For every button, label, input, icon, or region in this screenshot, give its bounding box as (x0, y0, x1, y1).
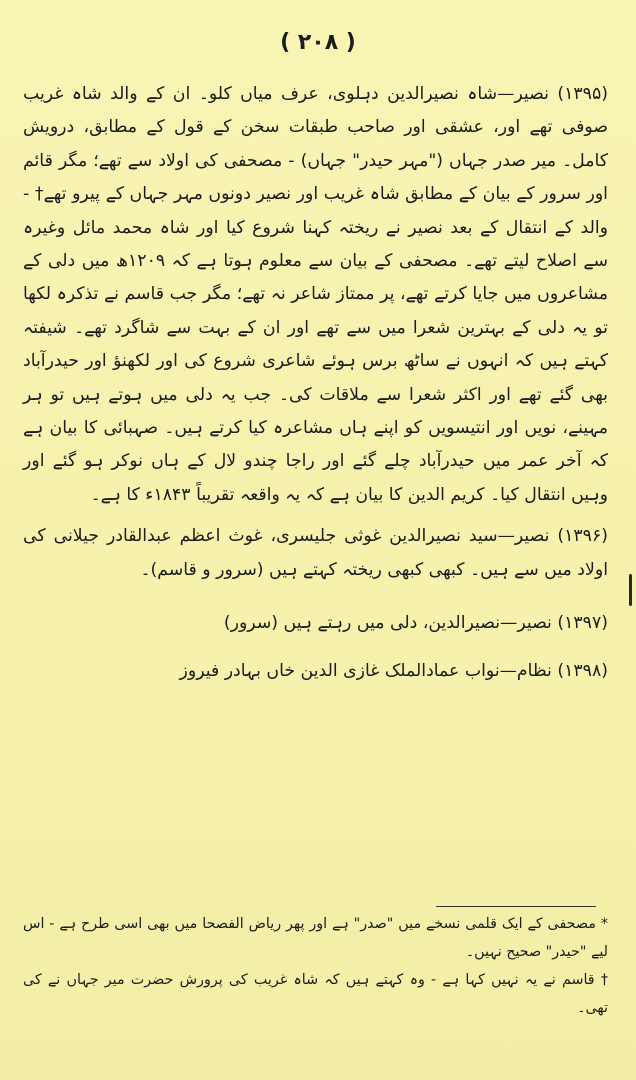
margin-mark (629, 574, 632, 606)
footnote-2: † قاسم نے یہ نہیں کہا ہے - وہ کہتے ہیں کہ شاہ غریب کی پرورش حضرت میر جہاں نے کی تھی۔ (23, 972, 608, 1016)
footnotes (23, 910, 608, 1022)
footnote-divider (436, 906, 596, 907)
entry-1396: (۱۳۹۶) نصیر—سید نصیرالدین غوثی جلیسری، غوث اعظم عبدالقادر جیلانی کی اولاد میں سے ہیں۔ کبھی کبھی ریختہ کہتے ہیں (سرور و قاسم)۔ (23, 526, 608, 580)
entry-1397: (۱۳۹۷) نصیر—نصیرالدین، دلی میں رہتے ہیں (سرور) (223, 613, 608, 634)
entry-1395: (۱۳۹۵) نصیر—شاہ نصیرالدین دہلوی، عرف میاں کلو۔ ان کے والد شاہ غریب صوفی تھے اور، عشقی اور صاحب طبقات سخن کے قول کے مطابق، درویش کامل۔ میر صدر جہاں ("مہر حیدر" جہاں) - مصحفی کی اولاد سے تھے؛ مگر قائم اور سرور کے بیان کے مطابق شاہ غریب اور نصیر دونوں مہر جہاں کے پیرو تھے† - والد کے انتقال کے بعد نصیر نے ریختہ کہنا شروع کیا اور شاہ محمد مائل وغیرہ سے اصلاح لیتے تھے۔ مصحفی کے بیان سے معلوم ہوتا ہے کہ ۱۲۰۹ھ میں دلی کے مشاعروں میں جایا کرتے تھے، پر ممتاز شاعر نہ تھے؛ مگر جب قاسم نے تذکرہ لکھا تو یہ دلی کے بہترین شعرا میں سے تھے اور ان کے بہت سے شاگرد تھے۔ شیفتہ کہتے ہیں کہ انہوں نے ساٹھ برس ہوئے شاعری شروع کی اور لکھنؤ اور حیدرآباد بھی گئے تھے اور اکثر شعرا سے ملاقات کی۔ جب یہ دلی میں ہوتے ہیں تو ہر مہینے، نویں اور انتیسویں کو اپنے ہاں مشاعرہ کیا کرتے ہیں۔ صہبائی کا بیان ہے کہ آخر عمر میں حیدرآباد چلے گئے اور راجا چندو لال کے ہاں نوکر ہو گئے اور وہیں انتقال کیا۔ کریم الدین کا بیان ہے کہ یہ واقعہ تقریباً ۱۸۴۳ء کا ہے۔ (23, 84, 608, 505)
footnote-1: * مصحفی کے ایک قلمی نسخے میں "صدر" ہے اور پھر ریاض الفصحا میں بھی اسی طرح ہے - اس لیے "حیدر" صحیح نہیں۔ (23, 916, 608, 960)
body-text (23, 78, 608, 688)
entry-1398: (۱۳۹۸) نظام—نواب عمادالملک غازی الدین خاں بہادر فیروز (179, 660, 608, 681)
page-number: ( ۲۰۸ ) (280, 30, 356, 55)
